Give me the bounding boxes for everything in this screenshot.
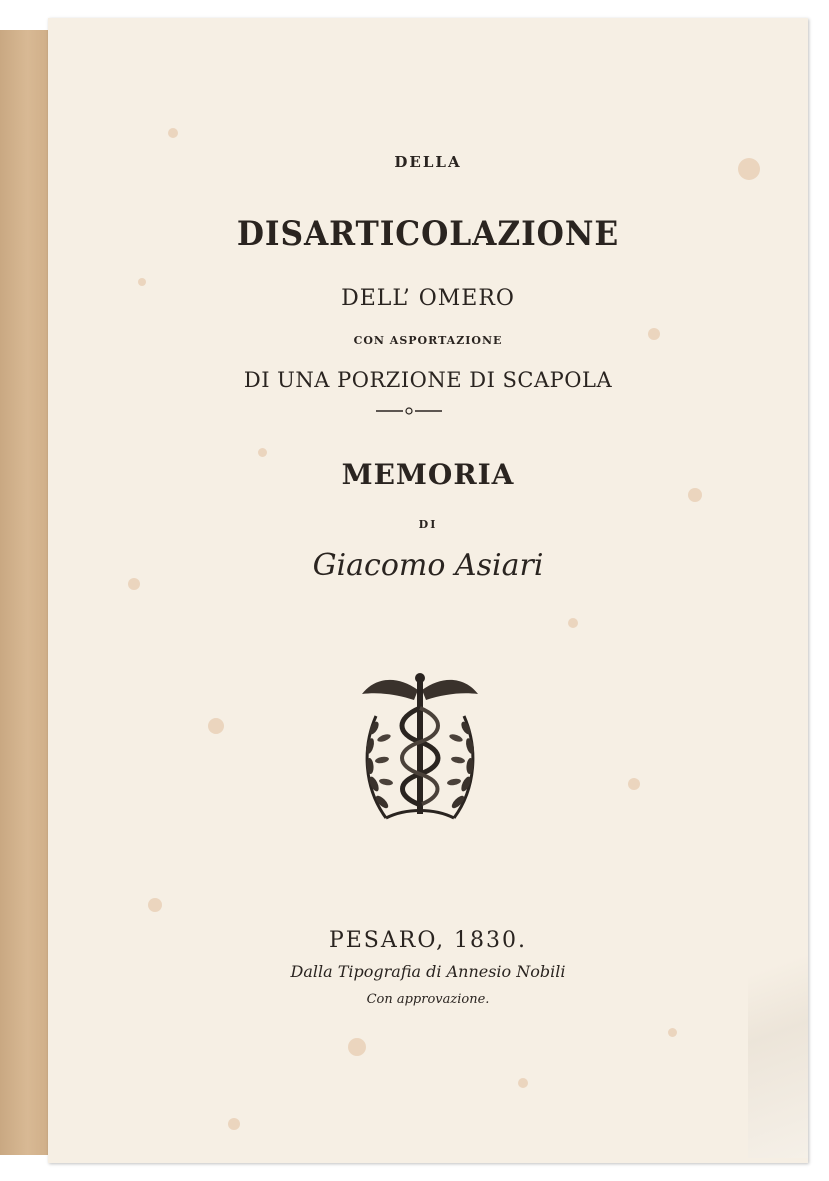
divider-ornament-icon [376, 407, 442, 415]
author-name: Giacomo Asiari [312, 548, 544, 583]
caduceus-wreath-icon [356, 668, 484, 828]
printer-line: Dalla Tipografia di Annesio Nobili [290, 962, 566, 981]
approval-line: Con approvazione. [366, 992, 490, 1007]
main-title: DISARTICOLAZIONE [236, 214, 620, 254]
book-spine [0, 30, 51, 1155]
title-line-con: CON ASPORTAZIONE [353, 334, 503, 347]
title-line-omero: DELL’ OMERO [341, 286, 515, 311]
memoria-heading: MEMORIA [341, 458, 515, 491]
title-line-di: DI [418, 518, 438, 531]
title-line-della: DELLA [394, 153, 462, 171]
place-and-year: PESARO, 1830. [328, 928, 528, 953]
title-page [48, 18, 808, 1163]
page-tear [748, 838, 808, 1158]
title-line-scapola: DI UNA PORZIONE DI SCAPOLA [243, 368, 613, 392]
